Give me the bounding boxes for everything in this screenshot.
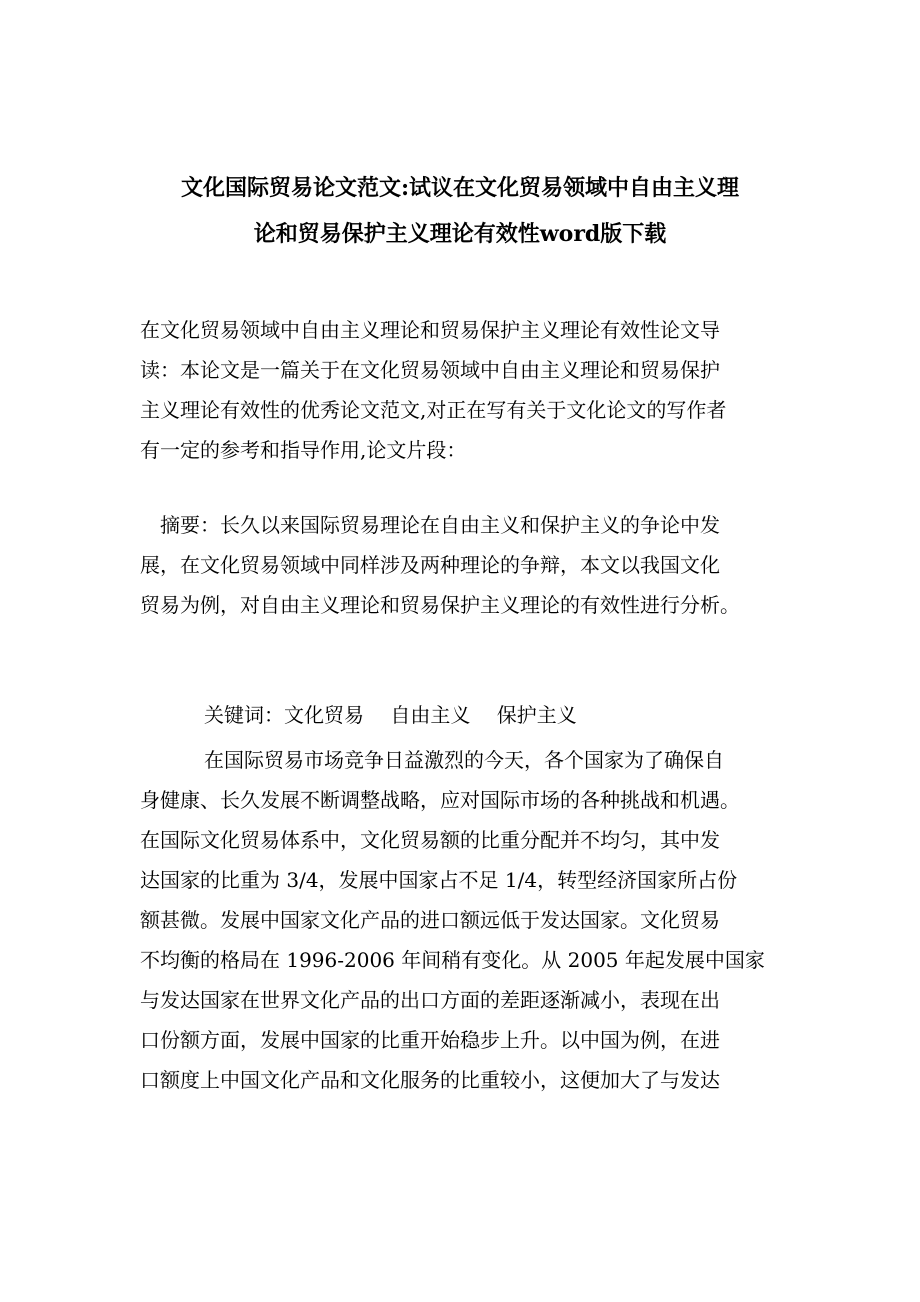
document-title-line-1: 文化国际贸易论文范文:试议在文化贸易领域中自由主义理 (180, 175, 740, 201)
intro-line: 主义理论有效性的优秀论文范文,对正在写有关于文化论文的写作者 (140, 398, 727, 422)
body-line: 不均衡的格局在 1996-2006 年间稍有变化。从 2005 年起发展中国家 (140, 948, 765, 972)
intro-line: 读：本论文是一篇关于在文化贸易领域中自由主义理论和贸易保护 (140, 358, 720, 382)
body-line: 口份额方面，发展中国家的比重开始稳步上升。以中国为例，在进 (140, 1028, 720, 1052)
intro-line: 有一定的参考和指导作用,论文片段： (140, 438, 467, 462)
body-line: 达国家的比重为 3/4，发展中国家占不足 1/4，转型经济国家所占份 (140, 868, 738, 892)
intro-paragraph (140, 310, 785, 470)
keywords-line (204, 695, 849, 735)
intro-line: 在文化贸易领域中自由主义理论和贸易保护主义理论有效性论文导 (140, 318, 720, 342)
body-line: 额甚微。发展中国家文化产品的进口额远低于发达国家。文化贸易 (140, 908, 720, 932)
body-line: 与发达国家在世界文化产品的出口方面的差距逐渐减小，表现在出 (140, 988, 720, 1012)
body-line: 在国际文化贸易体系中，文化贸易额的比重分配并不均匀，其中发 (140, 828, 720, 852)
body-line: 口额度上中国文化产品和文化服务的比重较小，这便加大了与发达 (140, 1068, 720, 1092)
abstract-paragraph (140, 505, 785, 625)
body-paragraph (140, 740, 785, 1100)
keywords-text: 关键词：文化贸易 自由主义 保护主义 (204, 703, 577, 727)
document-title-line-2: 论和贸易保护主义理论有效性word版下载 (253, 221, 667, 247)
abstract-line: 摘要：长久以来国际贸易理论在自由主义和保护主义的争论中发 (140, 513, 720, 537)
abstract-line: 贸易为例，对自由主义理论和贸易保护主义理论的有效性进行分析。 (140, 593, 740, 617)
body-line: 身健康、长久发展不断调整战略，应对国际市场的各种挑战和机遇。 (140, 788, 740, 812)
abstract-line: 展，在文化贸易领域中同样涉及两种理论的争辩，本文以我国文化 (140, 553, 720, 577)
body-line: 在国际贸易市场竞争日益激烈的今天，各个国家为了确保自 (204, 748, 724, 772)
